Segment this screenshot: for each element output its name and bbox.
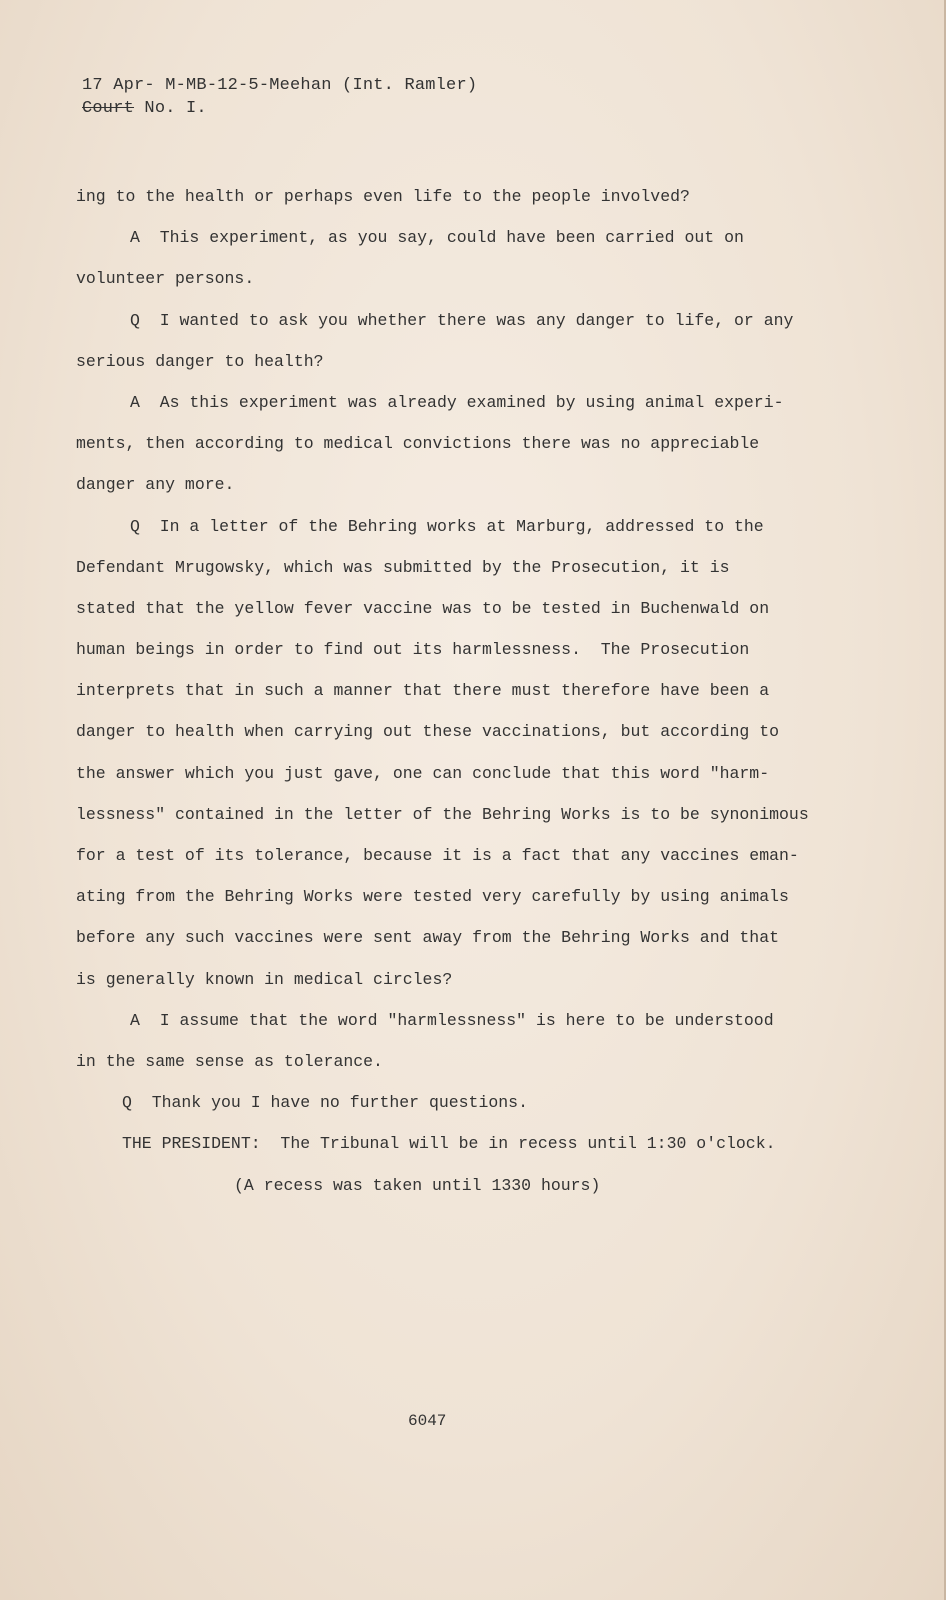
page-number: 6047: [408, 1412, 447, 1430]
transcript-body: [76, 176, 846, 1206]
transcript-line: danger to health when carrying out these vaccinations, but according to: [76, 722, 780, 742]
question-line: Q Thank you I have no further questions.: [122, 1093, 528, 1113]
transcript-line: ating from the Behring Works were tested very carefully by using animals: [76, 887, 789, 907]
recess-note: (A recess was taken until 1330 hours): [234, 1175, 601, 1195]
transcript-line: before any such vaccines were sent away from the Behring Works and that: [76, 928, 780, 948]
transcript-line: is generally known in medical circles?: [76, 969, 453, 989]
transcript-line: for a test of its tolerance, because it is a fact that any vaccines eman-: [76, 846, 799, 865]
transcript-line: stated that the yellow fever vaccine was to be tested in Buchenwald on: [76, 598, 770, 618]
transcript-line: the answer which you just gave, one can conclude that this word "harm-: [76, 763, 770, 783]
transcript-line: lessness" contained in the letter of the Behring Works is to be synonimous: [76, 804, 809, 824]
transcript-line: human beings in order to find out its harmlessness. The Prosecution: [76, 640, 750, 660]
president-line: THE PRESIDENT: The Tribunal will be in recess until 1:30 o'clock.: [122, 1134, 776, 1154]
answer-line: A I assume that the word "harmlessness" is here to be understood: [130, 1010, 774, 1030]
question-line: Q In a letter of the Behring works at Marburg, addressed to the: [130, 516, 764, 536]
transcript-line: volunteer persons.: [76, 269, 255, 289]
transcript-line: in the same sense as tolerance.: [76, 1051, 383, 1071]
transcript-line: danger any more.: [76, 475, 235, 495]
transcript-line: serious danger to health?: [76, 351, 324, 371]
transcript-line: Defendant Mrugowsky, which was submitted by the Prosecution, it is: [76, 557, 730, 577]
transcript-line: interprets that in such a manner that there must therefore have been a: [76, 681, 770, 701]
question-line: Q I wanted to ask you whether there was any danger to life, or any: [130, 310, 794, 330]
header-court-number: No. I.: [134, 99, 207, 118]
header-line-1: 17 Apr- M-MB-12-5-Meehan (Int. Ramler): [82, 76, 478, 95]
transcript-line: ments, then according to medical convictions there was no appreciable: [76, 434, 760, 454]
header-court-struck: Court: [82, 99, 135, 118]
transcript-line: ing to the health or perhaps even life to the people involved?: [76, 187, 690, 206]
page-header: [82, 74, 477, 120]
answer-line: A This experiment, as you say, could have been carried out on: [130, 228, 744, 248]
answer-line: A As this experiment was already examined by using animal experi-: [130, 392, 784, 412]
header-line-2: [82, 97, 477, 120]
